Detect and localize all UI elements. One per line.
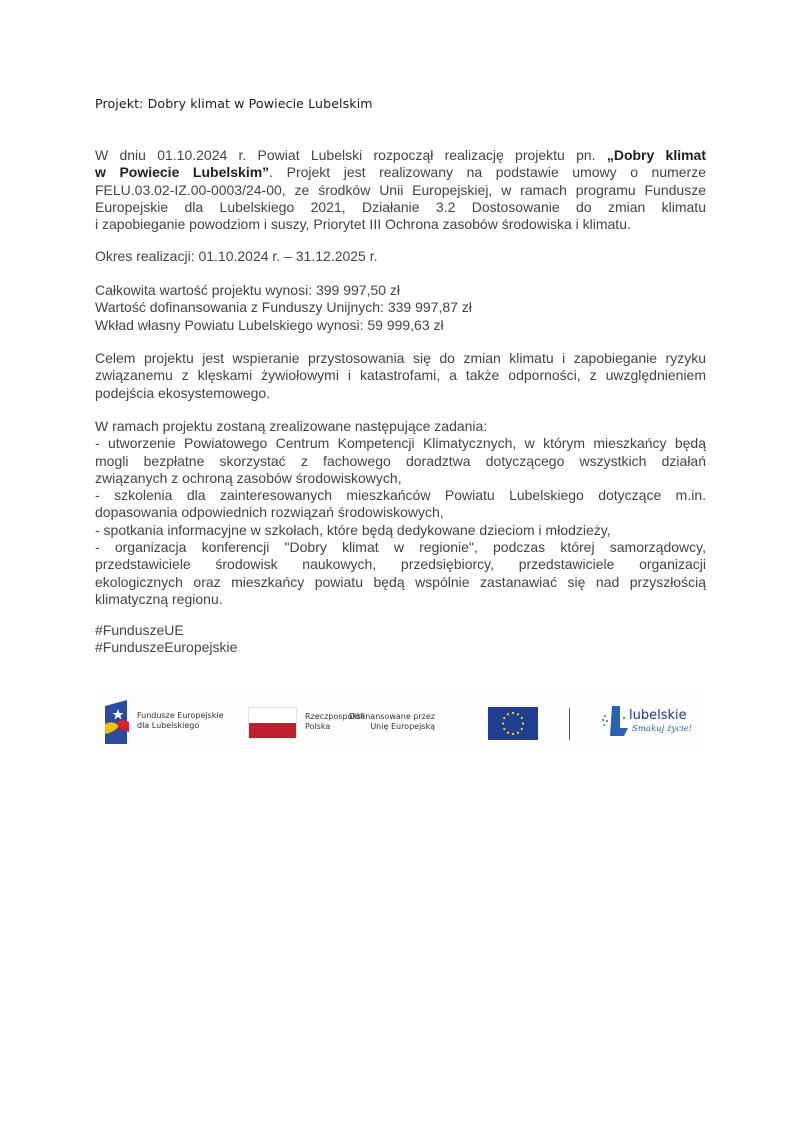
lubelskie-l-icon <box>600 704 630 740</box>
pl-logo-text: Rzeczpospolita Polska <box>305 712 365 731</box>
hashtag: #FunduszeEuropejskie <box>95 639 238 656</box>
goal-line: związanemu z klęskami żywiołowymi i katastrofami, a także odporności, z uwzględnieniem <box>95 367 706 384</box>
realization-period: Okres realizacji: 01.10.2024 r. – 31.12.2025 r. <box>95 248 378 264</box>
goal-line: Celem projektu jest wspieranie przystosowania się do zmian klimatu i zapobieganie ryzyku <box>95 350 706 366</box>
own-contribution-value: Wkład własny Powiatu Lubelskiego wynosi: 59 999,63 zł <box>95 316 444 333</box>
intro-line-2: w Powiecie Lubelskim”. Projekt jest realizowany na podstawie umowy o numerze <box>95 164 706 181</box>
task-line: ekologicznych oraz mieszkańcy powiatu będą wspólnie zastanawiać się nad przyszłością <box>95 573 706 590</box>
intro-line-1: W dniu 01.10.2024 r. Powiat Lubelski rozpoczął realizację projektu pn. „Dobry klimat <box>95 147 706 163</box>
task-line: dopasowania odpowiednich rozwiązań środowiskowych, <box>95 504 444 521</box>
eu-logo-text: Dofinansowane przez Unię Europejską <box>349 712 435 731</box>
eu-flag-icon <box>488 707 538 740</box>
intro-line-3: FELU.03.02-IZ.00-0003/24-00, ze środków Unii Europejskiej, w ramach programu Fundusze <box>95 181 706 198</box>
total-value: Całkowita wartość projektu wynosi: 399 997,50 zł <box>95 282 401 298</box>
lubelskie-slogan: Smakuj życie! <box>632 724 693 734</box>
lubelskie-logo <box>600 704 700 740</box>
intro-line-5: i zapobieganie powodziom i suszy, Priorytet III Ochrona zasobów środowiska i klimatu. <box>95 216 631 233</box>
intro-line-4: Europejskie dla Lubelskiego 2021, Działanie 3.2 Dostosowanie do zmian klimatu <box>95 198 706 215</box>
fe-flag-icon <box>105 700 129 744</box>
task-line: mogli bezpłatne skorzystać z fachowego doradztwa dotyczącego wszystkich działań <box>95 452 706 469</box>
goal-line: podejścia ekosystemowego. <box>95 384 271 401</box>
page-title: Projekt: Dobry klimat w Powiecie Lubelskim <box>95 96 373 111</box>
tasks-intro: W ramach projektu zostaną zrealizowane następujące zadania: <box>95 418 488 434</box>
goal-paragraph <box>95 350 706 402</box>
task-line: związanych z ochroną zasobów środowiskowych, <box>95 469 402 486</box>
intro-paragraph <box>95 147 706 233</box>
lubelskie-name: lubelskie <box>629 708 687 723</box>
eu-cofunded-logo <box>349 707 540 741</box>
task-line: - utworzenie Powiatowego Centrum Kompetencji Klimatycznych, w którym mieszkańcy będą <box>95 435 706 452</box>
hashtags <box>95 622 706 657</box>
tasks-list <box>95 418 706 608</box>
task-line: przedstawiciele środowisk naukowych, przedsiębiorcy, przedstawiciele organizacji <box>95 556 706 573</box>
eu-funding-value: Wartość dofinansowania z Funduszy Unijnych: 339 997,87 zł <box>95 299 472 316</box>
task-line: - organizacja konferencji "Dobry klimat w regionie", podczas której samorządowcy, <box>95 539 706 556</box>
task-line: - szkolenia dla zainteresowanych mieszkańców Powiatu Lubelskiego dotyczące m.in. <box>95 487 706 504</box>
funding-logos-bar <box>95 690 706 752</box>
fundusze-europejskie-logo <box>105 700 245 744</box>
logo-divider <box>569 708 570 740</box>
task-line: - spotkania informacyjne w szkołach, które będą dedykowane dzieciom i młodzieży, <box>95 521 611 538</box>
costs-block <box>95 282 706 334</box>
task-line: klimatyczną regionu. <box>95 590 223 607</box>
hashtag: #FunduszeUE <box>95 622 184 638</box>
polish-flag-icon <box>248 707 297 739</box>
fe-logo-text: Fundusze Europejskie dla Lubelskiego <box>137 711 224 730</box>
